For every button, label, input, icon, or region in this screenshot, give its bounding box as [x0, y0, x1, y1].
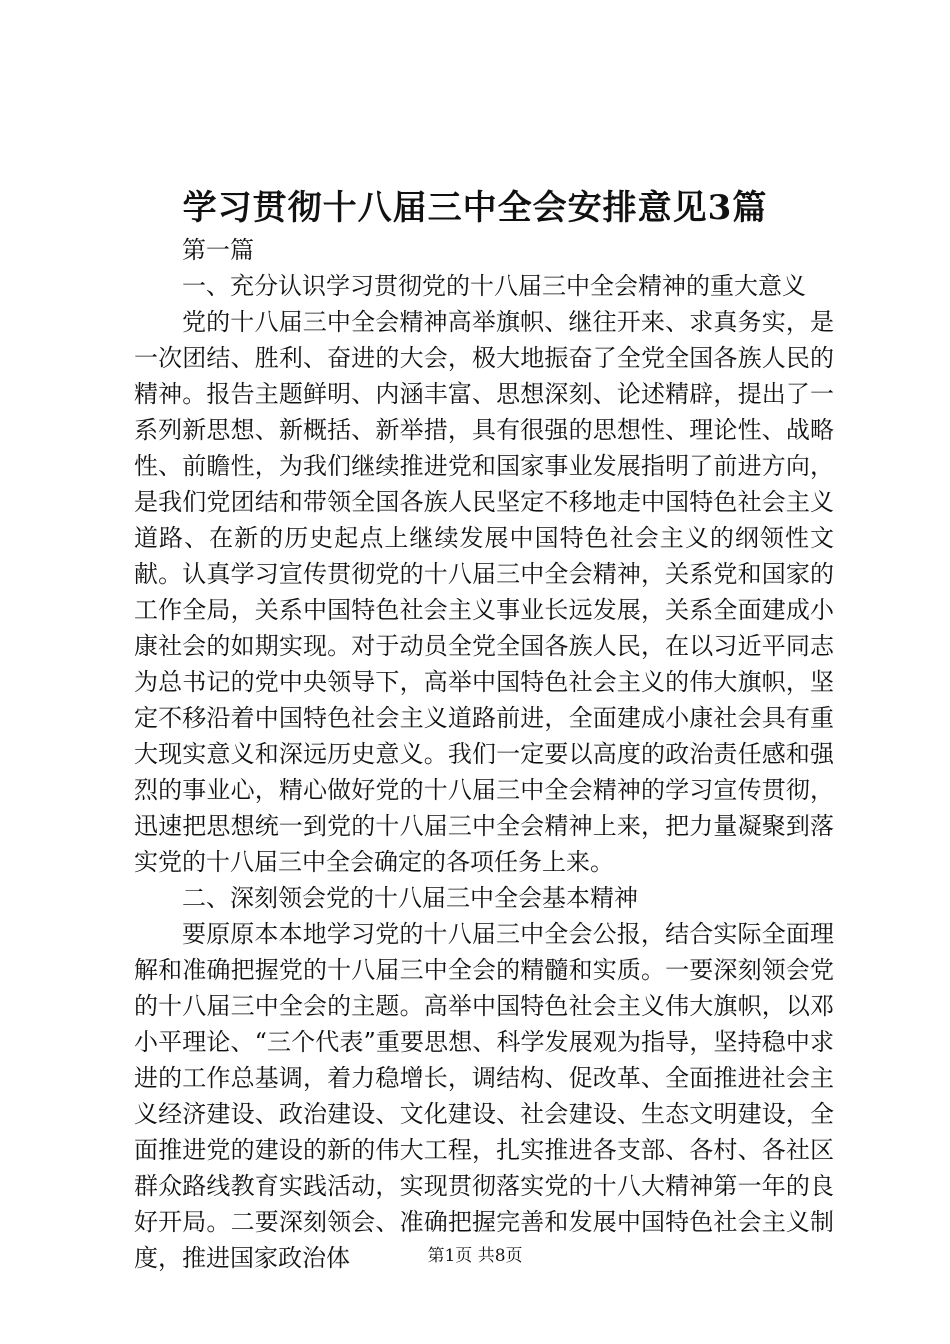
document-title: 学习贯彻十八届三中全会安排意见3篇 [182, 188, 768, 228]
document-body [134, 232, 834, 1276]
body-paragraph: 要原原本本地学习党的十八届三中全会公报，结合实际全面理解和准确把握党的十八届三中全会的精髓和实质。一要深刻领会党的十八届三中全会的主题。高举中国特色社会主义伟大旗帜，以邓小平理论、“三个代表”重要思想、科学发展观为指导，坚持稳中求进的工作总基调，着力稳增长，调结构、促改革、全面推进社会主义经济建设、政治建设、文化建设、社会建设、生态文明建设，全面推进党的建设的新的伟大工程，扎实推进各支部、各村、各社区群众路线教育实践活动，实现贯彻落实党的十八大精神第一年的良好开局。二要深刻领会、准确把握完善和发展中国特色社会主义制度，推进国家政治体 [134, 920, 834, 1272]
section-heading-one: 一、充分认识学习贯彻党的十八届三中全会精神的重大意义 [182, 272, 806, 300]
page-footer: 第1页 共8页 [427, 1246, 523, 1266]
section-heading-two: 二、深刻领会党的十八届三中全会基本精神 [182, 884, 638, 912]
body-paragraph: 党的十八届三中全会精神高举旗帜、继往开来、求真务实，是一次团结、胜利、奋进的大会，极大地振奋了全党全国各族人民的精神。报告主题鲜明、内涵丰富、思想深刻、论述精辟，提出了一系列新思想、新概括、新举措，具有很强的思想性、理论性、战略性、前瞻性，为我们继续推进党和国家事业发展指明了前进方向，是我们党团结和带领全国各族人民坚定不移地走中国特色社会主义道路、在新的历史起点上继续发展中国特色社会主义的纲领性文献。认真学习宣传贯彻党的十八届三中全会精神，关系党和国家的工作全局，关系中国特色社会主义事业长远发展，关系全面建成小康社会的如期实现。对于动员全党全国各族人民，在以习近平同志为总书记的党中央领导下，高举中国特色社会主义的伟大旗帜，坚定不移沿着中国特色社会主义道路前进，全面建成小康社会具有重大现实意义和深远历史意义。我们一定要以高度的政治责任感和强烈的事业心，精心做好党的十八届三中全会精神的学习宣传贯彻，迅速把思想统一到党的十八届三中全会精神上来，把力量凝聚到落实党的十八届三中全会确定的各项任务上来。 [134, 308, 834, 876]
section-heading-first: 第一篇 [182, 236, 254, 264]
